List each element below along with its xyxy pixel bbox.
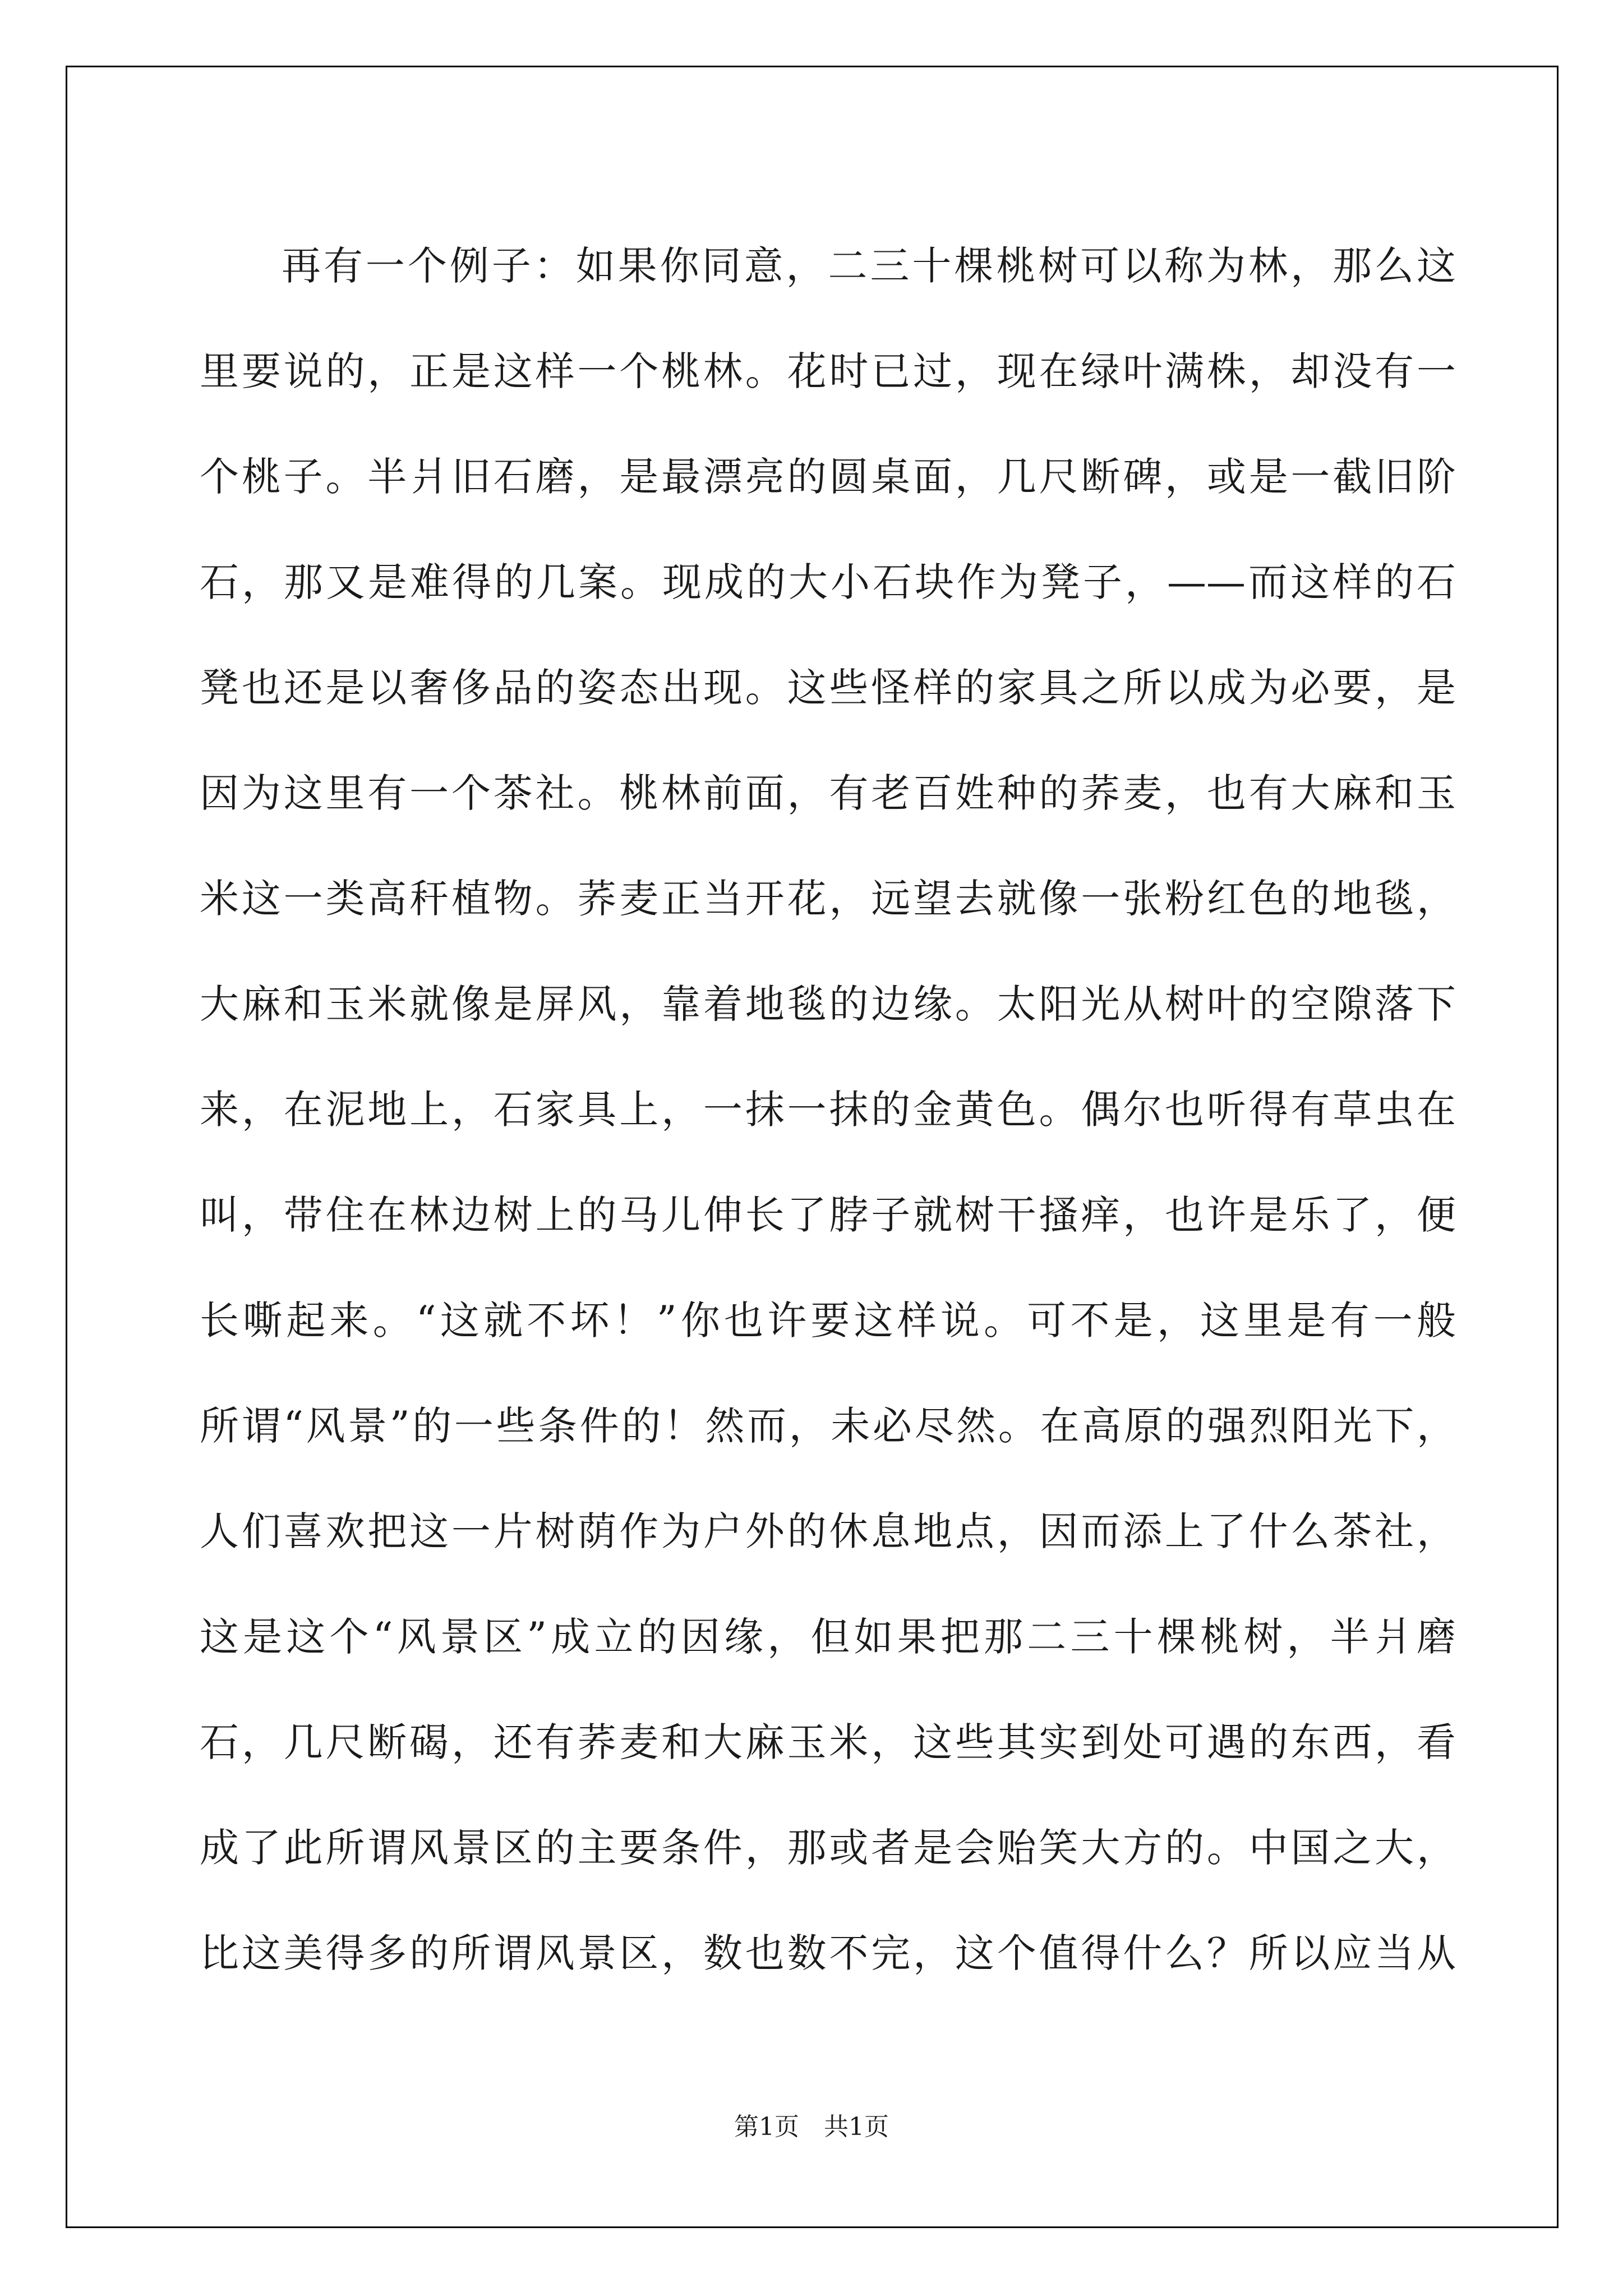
- text-line: 米这一类高秆植物。荞麦正当开花，远望去就像一张粉红色的地毯，: [200, 876, 1456, 922]
- text-line: 再有一个例子：如果你同意，二三十棵桃树可以称为林，那么这: [282, 243, 1456, 289]
- text-line: 叫，带住在林边树上的马儿伸长了脖子就树干搔痒，也许是乐了，便: [200, 1192, 1456, 1238]
- text-line: 比这美得多的所谓风景区，数也数不完，这个值得什么？所以应当从: [200, 1930, 1456, 1976]
- text-line: 因为这里有一个茶社。桃林前面，有老百姓种的荞麦，也有大麻和玉: [200, 770, 1456, 816]
- text-line: 凳也还是以奢侈品的姿态出现。这些怪样的家具之所以成为必要，是: [200, 665, 1456, 711]
- article-body: [200, 213, 1456, 2006]
- text-line: 人们喜欢把这一片树荫作为户外的休息地点，因而添上了什么茶社，: [200, 1508, 1456, 1554]
- text-line: 成了此所谓风景区的主要条件，那或者是会贻笑大方的。中国之大，: [200, 1825, 1456, 1871]
- text-line: 长嘶起来。“这就不坏！”你也许要这样说。可不是，这里是有一般: [200, 1297, 1456, 1343]
- text-line: 石，几尺断碣，还有荞麦和大麻玉米，这些其实到处可遇的东西，看: [200, 1719, 1456, 1765]
- text-line: 个桃子。半爿旧石磨，是最漂亮的圆桌面，几尺断碑，或是一截旧阶: [200, 454, 1456, 500]
- text-line: 所谓“风景”的一些条件的！然而，未必尽然。在高原的强烈阳光下，: [200, 1403, 1456, 1449]
- text-line: 里要说的，正是这样一个桃林。花时已过，现在绿叶满株，却没有一: [200, 348, 1456, 394]
- text-line: 大麻和玉米就像是屏风，靠着地毯的边缘。太阳光从树叶的空隙落下: [200, 981, 1456, 1027]
- page-number-footer: 第1页 共1页: [734, 2113, 889, 2141]
- text-line: 石，那又是难得的几案。现成的大小石块作为凳子，——而这样的石: [200, 559, 1456, 605]
- text-line: 这是这个“风景区”成立的因缘，但如果把那二三十棵桃树，半爿磨: [200, 1614, 1456, 1660]
- text-line: 来，在泥地上，石家具上，一抹一抹的金黄色。偶尔也听得有草虫在: [200, 1087, 1456, 1133]
